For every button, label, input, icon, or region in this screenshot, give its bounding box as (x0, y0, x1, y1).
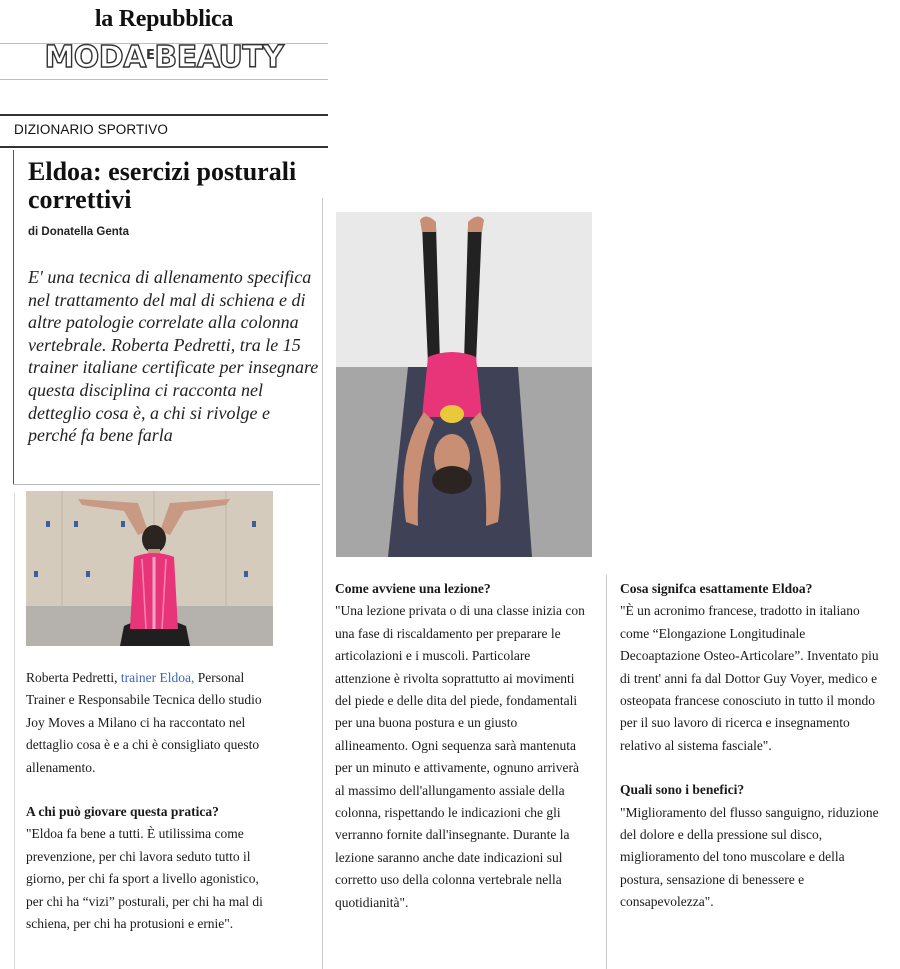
masthead-divider-bottom (0, 79, 328, 80)
column-divider-middle (322, 198, 323, 969)
answer-paragraph: "Eldoa fa bene a tutti. È utilissima come prevenzione, per chi lavora seduto tutto il giorno, per chi fa sport a livello agonistico, per chi ha “vizi” posturali, per chi ha mal di schiena, per chi ha protusioni e ernie". (26, 826, 263, 932)
article-title: Eldoa: esercizi posturali correttivi (28, 157, 297, 214)
article-byline: di Donatella Genta (28, 226, 129, 238)
paragraph-gap (620, 757, 885, 779)
answer-paragraph: "Una lezione privata o di una classe inizia con una fase di riscaldamento per preparare le articolazioni e i muscoli. Particolare attenzione è rivolta soprattutto ai movimenti del piede e delle dita del piede, fondamentali per una buona postura e un giusto allineamento. Ogni sequenza sarà mantenuta per un minuto e attivamente, ognuno arriverà al massimo dell'allungamento assiale della colonna, rispettando le indicazioni che gli verranno fornite dall'insegnante. Durante la lezione saranno anche date indicazioni sul corretto uso della colonna vertebrale nella quotidianità". (335, 603, 585, 910)
category-rule-bottom (0, 146, 328, 148)
paragraph-gap (26, 779, 276, 801)
intro-text-b: Personal Trainer e Responsabile Tecnica dello studio Joy Moves a Milano ci ha raccontato nel dettaglio cosa è e a chi è consigliato questo allenamento. (26, 670, 262, 775)
photo-legs-up-exercise (336, 212, 592, 557)
category-label[interactable]: DIZIONARIO SPORTIVO (14, 122, 168, 137)
answer-paragraph: "Miglioramento del flusso sanguigno, riduzione del dolore e della pressione sul disco, miglioramento del tono muscolare e della postura, sensazione di benessere e consapevolezza". (620, 804, 879, 910)
column-3 (620, 578, 885, 914)
lead-divider (13, 484, 320, 485)
article-lead: E' una tecnica di allenamento specifica nel trattamento del mal di schiena e di altre patologie correlate alla colonna vertebrale. Roberta Pedretti, tra le 15 trainer italiane certificate per insegnare questa disciplina ci racconta nel detteglio cosa è, a chi si rivolge e perché fa bene farla (28, 267, 319, 446)
column-2 (335, 578, 587, 914)
answer-paragraph: "È un acronimo francese, tradotto in italiano come “Elongazione Longitudinale Decoaptazione Osteo-Articolare”. Inventato piu di trent' anni fa dal Dottor Guy Voyer, medico e osteopata francese conosciuto in tutto il mondo per il suo lavoro di ricerca e insegnamento relativo al sistema fasciale". (620, 603, 879, 753)
section-brand-logo[interactable] (0, 40, 328, 75)
brand-word-e: E (145, 48, 155, 63)
question-heading: Quali sono i benefici? (620, 782, 745, 798)
question-heading: Cosa signifca esattamente Eldoa? (620, 581, 813, 596)
publication-logo[interactable]: la Repubblica (94, 6, 234, 32)
title-frame-line (13, 150, 14, 484)
intro-text-a: Roberta Pedretti, (26, 670, 121, 685)
column-divider-left (14, 493, 15, 969)
intro-paragraph (26, 670, 262, 775)
question-heading: A chi può giovare questa pratica? (26, 804, 219, 820)
trainer-eldoa-link[interactable]: trainer Eldoa, (120, 670, 195, 685)
brand-word-moda: MODA (44, 40, 146, 75)
brand-word-beauty: BEAUTY (154, 40, 284, 75)
question-heading: Come avviene una lezione? (335, 581, 491, 596)
photo-seated-trainer (26, 491, 273, 646)
category-rule-top (0, 114, 328, 116)
column-1 (26, 667, 276, 935)
column-divider-right (606, 575, 607, 969)
